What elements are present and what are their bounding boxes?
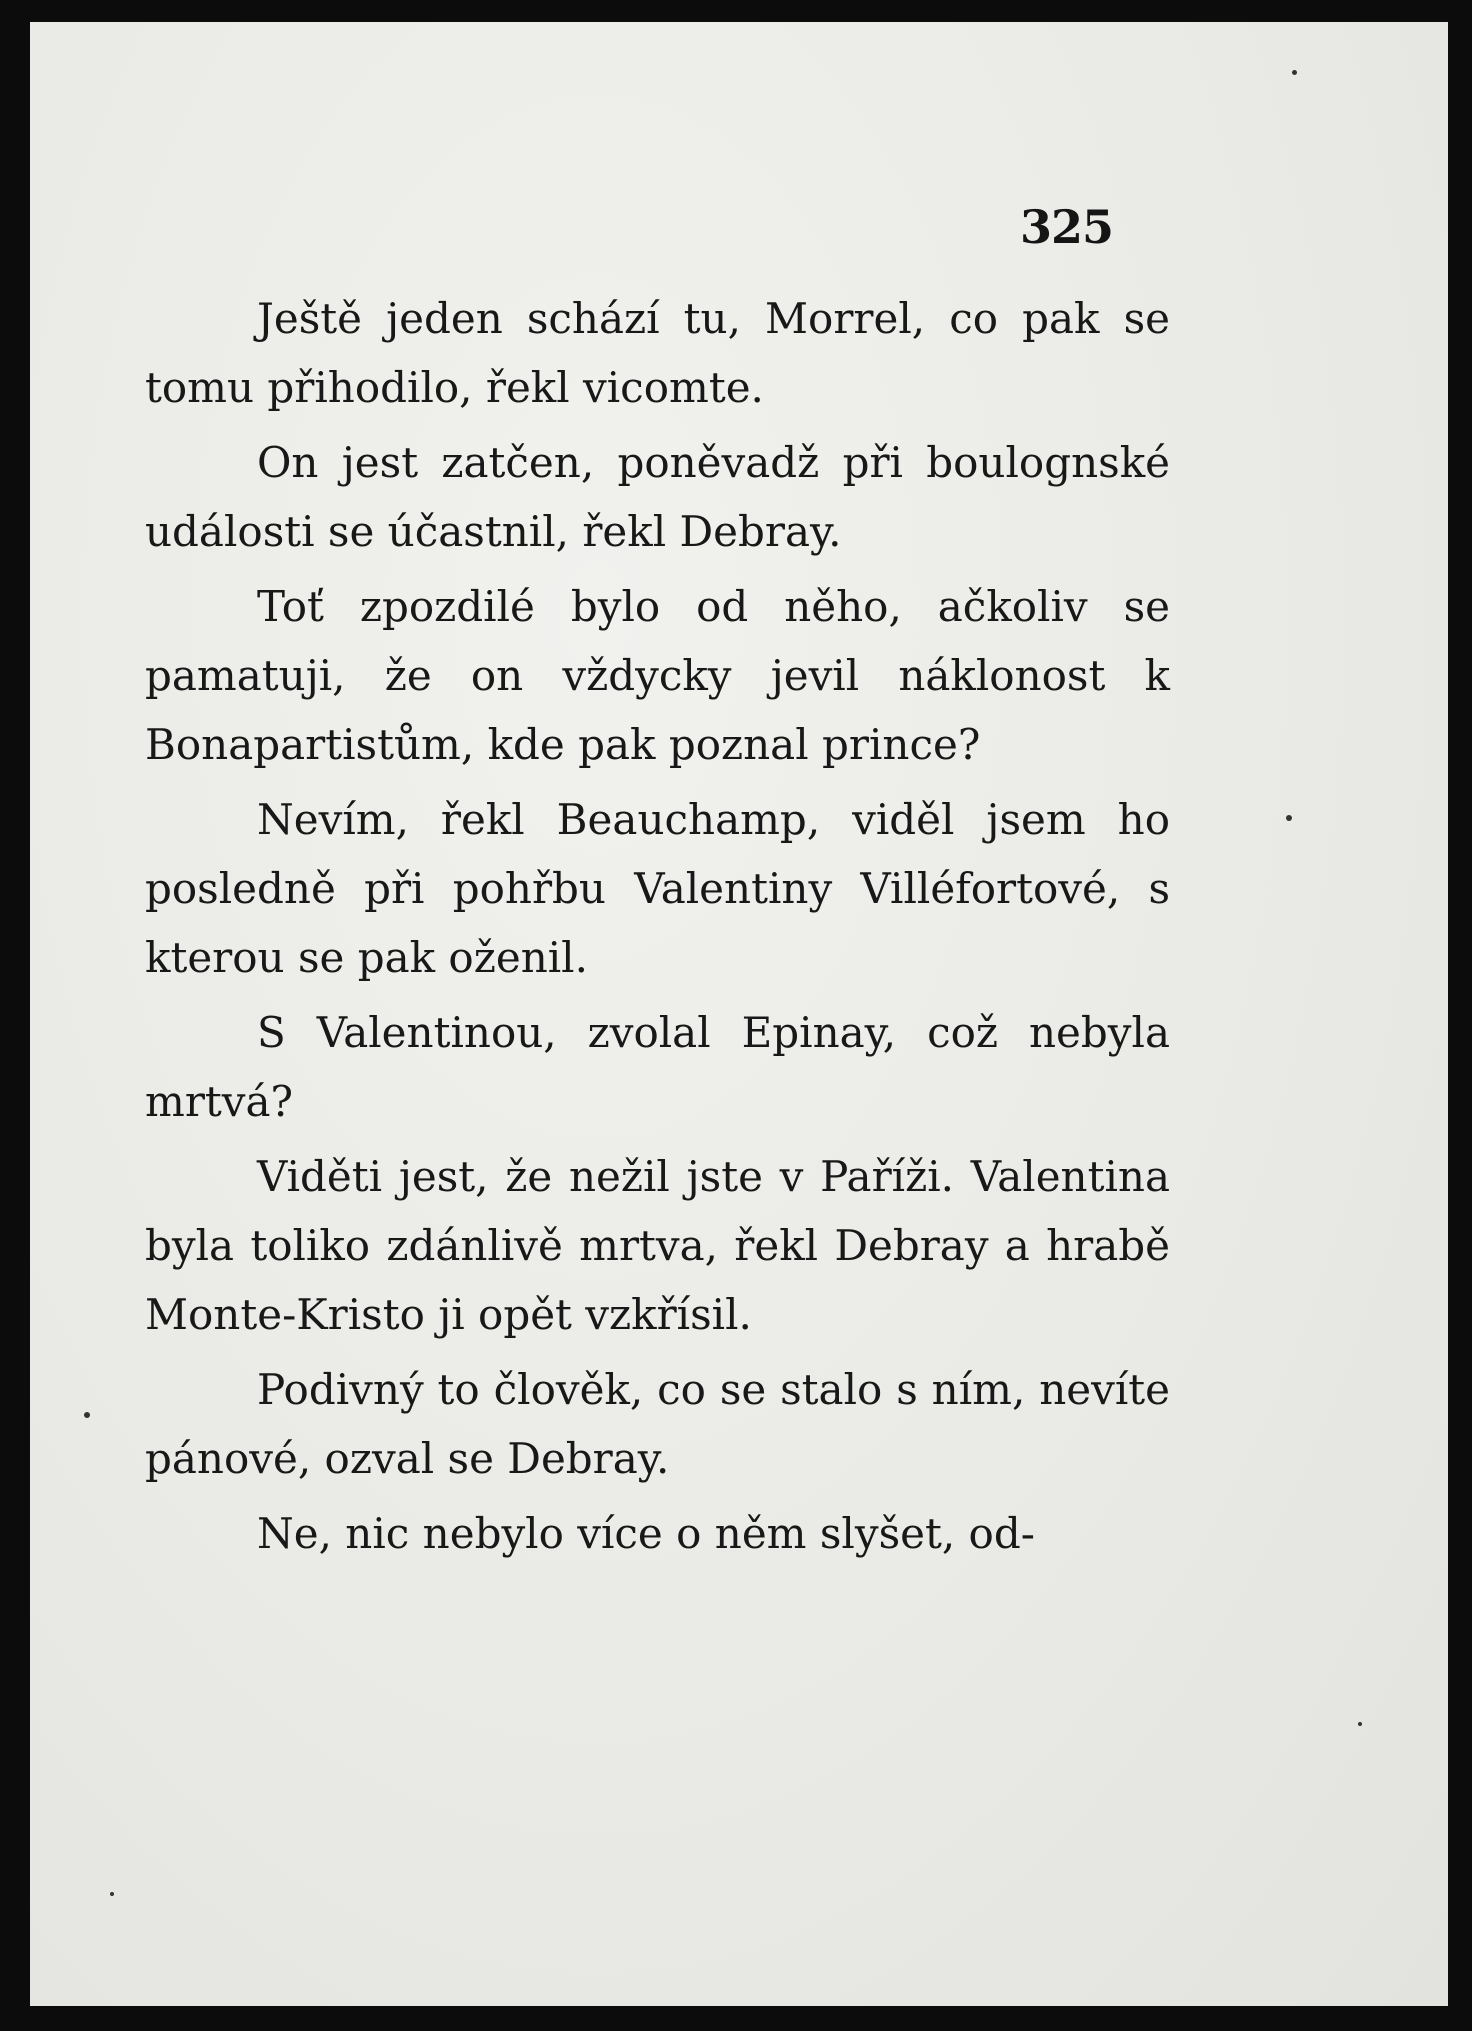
paragraph: Nevím, řekl Beauchamp, viděl jsem ho posledně při pohřbu Valentiny Villéfortové, s kterou se pak oženil.: [145, 795, 1170, 982]
dust-speck: [1292, 70, 1297, 75]
paragraph: On jest zatčen, poněvadž při boulognské události se účastnil, řekl Debray.: [145, 438, 1170, 556]
paragraph: Ne, nic nebylo více o něm slyšet, od-: [257, 1509, 1035, 1558]
paragraph: Toť zpozdilé bylo od něho, ačkoliv se pamatuji, že on vždycky jevil náklonost k Bonapartistům, kde pak poznal prince?: [145, 582, 1170, 769]
dust-speck: [1286, 815, 1292, 821]
page-text: [145, 284, 1170, 1568]
page-number: 325: [1019, 200, 1113, 254]
dust-speck: [1358, 1722, 1362, 1726]
paragraph: Ještě jeden schází tu, Morrel, co pak se tomu přihodilo, řekl vicomte.: [145, 294, 1170, 412]
book-page: [30, 22, 1448, 2006]
paragraph: Podivný to člověk, co se stalo s ním, nevíte pánové, ozval se Debray.: [145, 1365, 1170, 1483]
dust-speck: [84, 1412, 90, 1418]
dust-speck: [110, 1892, 114, 1896]
paragraph: Viděti jest, že nežil jste v Paříži. Valentina byla toliko zdánlivě mrtva, řekl Debray a hrabě Monte-Kristo ji opět vzkřísil.: [145, 1152, 1170, 1339]
paragraph: S Valentinou, zvolal Epinay, což nebyla mrtvá?: [145, 1008, 1170, 1126]
